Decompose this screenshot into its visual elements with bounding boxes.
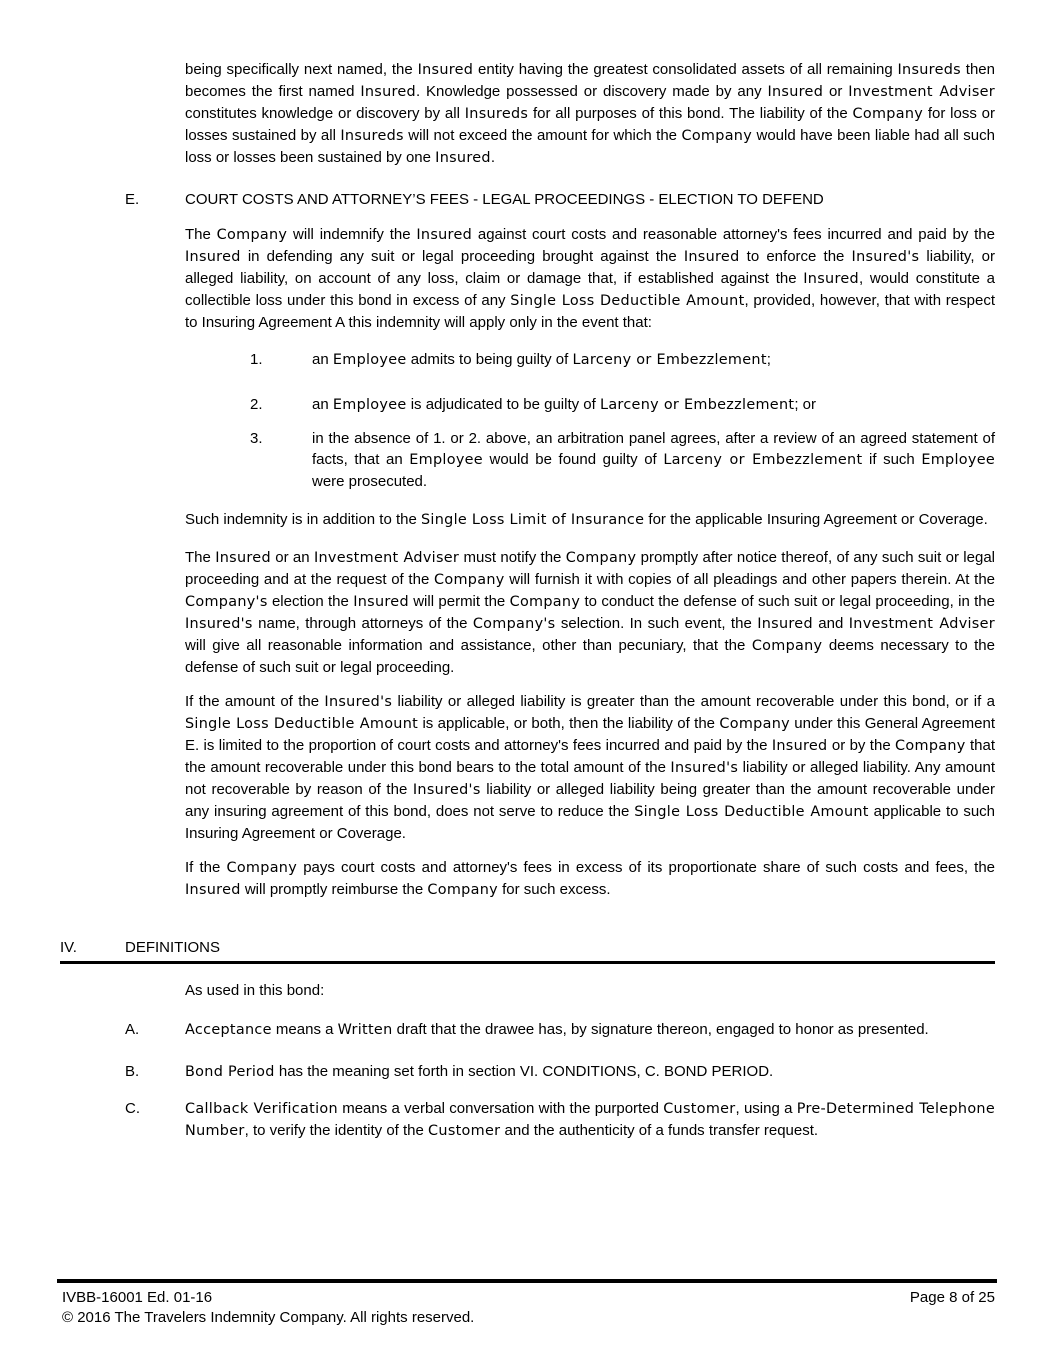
- defined-term: Insured's: [670, 760, 739, 776]
- defined-term: Single Loss Deductible Amount: [185, 716, 419, 732]
- defined-term: Company's: [472, 616, 556, 632]
- footer-copyright: © 2016 The Travelers Indemnity Company. All rights reserved.: [62, 1309, 475, 1326]
- defined-term: Insured: [185, 249, 241, 265]
- section-e-label: E.: [125, 191, 140, 208]
- defined-term: Company: [751, 638, 823, 654]
- defined-term: Company's: [185, 594, 268, 610]
- defined-term: Customer: [663, 1101, 736, 1117]
- defined-term: Customer: [428, 1123, 501, 1139]
- definition-label: A.: [125, 1021, 140, 1038]
- defined-term: Insureds: [340, 128, 404, 144]
- defined-term: Insureds: [464, 106, 529, 122]
- defined-term: Employee: [921, 452, 995, 468]
- defined-term: Insured: [435, 150, 491, 166]
- defined-term: Investment Adviser: [848, 616, 995, 632]
- list-item-2: [250, 394, 995, 416]
- list-item-text: an Employee is adjudicated to be guilty of Larceny or Embezzlement; or: [312, 396, 816, 413]
- defined-term: Insured: [803, 271, 859, 287]
- paragraph-such-indemnity: Such indemnity is in addition to the Single Loss Limit of Insurance for the applicable Insuring Agreement or Coverage.: [185, 511, 988, 528]
- list-item-number: 2.: [250, 396, 263, 413]
- definition-text: Acceptance means a Written draft that the drawee has, by signature thereon, engaged to honor as presented.: [185, 1021, 929, 1038]
- defined-term: Single Loss Deductible Amount: [634, 804, 869, 820]
- defined-term: Single Loss Limit of Insurance: [420, 512, 645, 528]
- paragraph-intro-continuation: being specifically next named, the Insured entity having the greatest consolidated assets of all remaining Insureds then becomes the first named Insured. Knowledge possessed or discovery made by any Insured or Investment Adviser constitutes knowledge or discovery by all Insureds for all purposes of this bond. The liability of the Company for loss or losses sustained by all Insureds will not exceed the amount for which the Company would have been liable had all such loss or losses been sustained by one Insured.: [185, 61, 995, 166]
- defined-term: Company: [509, 594, 581, 610]
- footer-divider: [57, 1279, 997, 1283]
- defined-term: Larceny or Embezzlement: [600, 397, 795, 413]
- defined-term: Company: [434, 572, 505, 588]
- definition-label: C.: [125, 1100, 140, 1117]
- defined-term: Bond Period: [185, 1064, 275, 1080]
- defined-term: Insured: [215, 550, 271, 566]
- defined-term: Insured: [353, 594, 409, 610]
- defined-term: Company: [681, 128, 753, 144]
- footer: [62, 1287, 995, 1308]
- defined-term: Insureds: [897, 62, 961, 78]
- paragraph-indemnify: The Company will indemnify the Insured against court costs and reasonable attorney's fees incurred and paid by the Insured in defending any suit or legal proceeding brought against the Insured to enforce the Insured's liability, or alleged liability, on account of any loss, claim or damage that, if established against the Insured, would constitute a collectible loss under this bond in excess of any Single Loss Deductible Amount, provided, however, that with respect to Insuring Agreement A this indemnity will apply only in the event that:: [185, 226, 995, 331]
- defined-term: Investment Adviser: [313, 550, 460, 566]
- definition-bond-period: [125, 1061, 995, 1083]
- definition-text: Callback Verification means a verbal conversation with the purported Customer, using a Pre-Determined Telephone Number, to verify the identity of the Customer and the authenticity of a funds transfer request.: [185, 1100, 995, 1139]
- defined-term: Larceny or Embezzlement: [572, 352, 767, 368]
- list-item-3: [250, 428, 995, 492]
- list-item-number: 1.: [250, 351, 263, 368]
- definition-label: B.: [125, 1063, 140, 1080]
- footer-page-indicator: Page 8 of 25: [909, 1289, 995, 1306]
- definition-acceptance: [125, 1019, 995, 1041]
- defined-term: Employee: [332, 397, 407, 413]
- defined-term: Insured: [757, 616, 813, 632]
- defined-term: Employee: [332, 352, 407, 368]
- defined-term: Callback Verification: [185, 1101, 338, 1117]
- defined-term: Company: [565, 550, 637, 566]
- section-iv-label: IV.: [60, 939, 77, 956]
- defined-term: Acceptance: [185, 1022, 272, 1038]
- paragraph-notify-company: The Insured or an Investment Adviser must notify the Company promptly after notice thereof, of any such suit or legal proceeding and at the request of the Company will furnish it with copies of all pleadings and other papers therein. At the Company's election the Insured will permit the Company to conduct the defense of such suit or legal proceeding, in the Insured's name, through attorneys of the Company's selection. In such event, the Insured and Investment Adviser will give all reasonable information and assistance, other than pecuniary, that the Company deems necessary to the defense of such suit or legal proceeding.: [185, 549, 995, 676]
- defined-term: Company: [226, 860, 298, 876]
- defined-term: Insured's: [324, 694, 393, 710]
- list-item-1: [250, 349, 995, 371]
- defined-term: Insured: [416, 227, 473, 243]
- section-iv-title: DEFINITIONS: [125, 939, 221, 956]
- definition-callback-verification: [125, 1098, 995, 1142]
- defined-term: Larceny or Embezzlement: [663, 452, 863, 468]
- defined-term: Insured's: [412, 782, 481, 798]
- defined-term: Company: [216, 227, 288, 243]
- defined-term: Single Loss Deductible Amount: [510, 293, 745, 309]
- list-item-text: in the absence of 1. or 2. above, an arbitration panel agrees, after a review of an agreed statement of facts, that an Employee would be found guilty of Larceny or Embezzlement if such Employee were prosecuted.: [312, 430, 995, 490]
- paragraph-reimburse-excess: If the Company pays court costs and attorney's fees in excess of its proportionate share of such costs and fees, the Insured will promptly reimburse the Company for such excess.: [185, 859, 995, 898]
- defined-term: Company: [427, 882, 498, 898]
- defined-term: Insured's: [851, 249, 920, 265]
- defined-term: Company: [895, 738, 966, 754]
- defined-term: Investment Adviser: [848, 84, 995, 100]
- defined-term: Company: [852, 106, 924, 122]
- section-iv-heading: [60, 937, 995, 964]
- defined-term: Insured's: [185, 616, 253, 632]
- list-item-text: an Employee admits to being guilty of Larceny or Embezzlement;: [312, 351, 771, 368]
- defined-term: Insured: [360, 84, 416, 100]
- defined-term: Insured: [417, 62, 474, 78]
- footer-form-number: IVBB-16001 Ed. 01-16: [62, 1289, 213, 1306]
- definitions-intro: As used in this bond:: [185, 982, 325, 999]
- list-item-number: 3.: [250, 430, 263, 447]
- defined-term: Insured: [767, 84, 824, 100]
- defined-term: Insured: [683, 249, 740, 265]
- defined-term: Company: [719, 716, 790, 732]
- defined-term: Employee: [409, 452, 483, 468]
- paragraph-liability-proportion: If the amount of the Insured's liability or alleged liability is greater than the amount recoverable under this bond, or if a Single Loss Deductible Amount is applicable, or both, then the liability of the Company under this General Agreement E. is limited to the proportion of court costs and attorney's fees incurred and paid by the Insured or by the Company that the amount recoverable under this bond bears to the total amount of the Insured's liability or alleged liability. Any amount not recoverable by reason of the Insured's liability or alleged liability being greater than the amount recoverable under any insuring agreement of this bond, does not serve to reduce the Single Loss Deductible Amount applicable to such Insuring Agreement or Coverage.: [185, 693, 996, 842]
- definition-text: Bond Period has the meaning set forth in section VI. CONDITIONS, C. BOND PERIOD.: [185, 1063, 774, 1080]
- section-e-title: COURT COSTS AND ATTORNEY’S FEES - LEGAL PROCEEDINGS - ELECTION TO DEFEND: [185, 191, 824, 208]
- defined-term: Written: [337, 1022, 393, 1038]
- defined-term: Insured: [771, 738, 828, 754]
- defined-term: Pre-Determined Telephone Number: [185, 1101, 995, 1139]
- defined-term: Insured: [185, 882, 241, 898]
- section-e-heading: [125, 189, 1055, 210]
